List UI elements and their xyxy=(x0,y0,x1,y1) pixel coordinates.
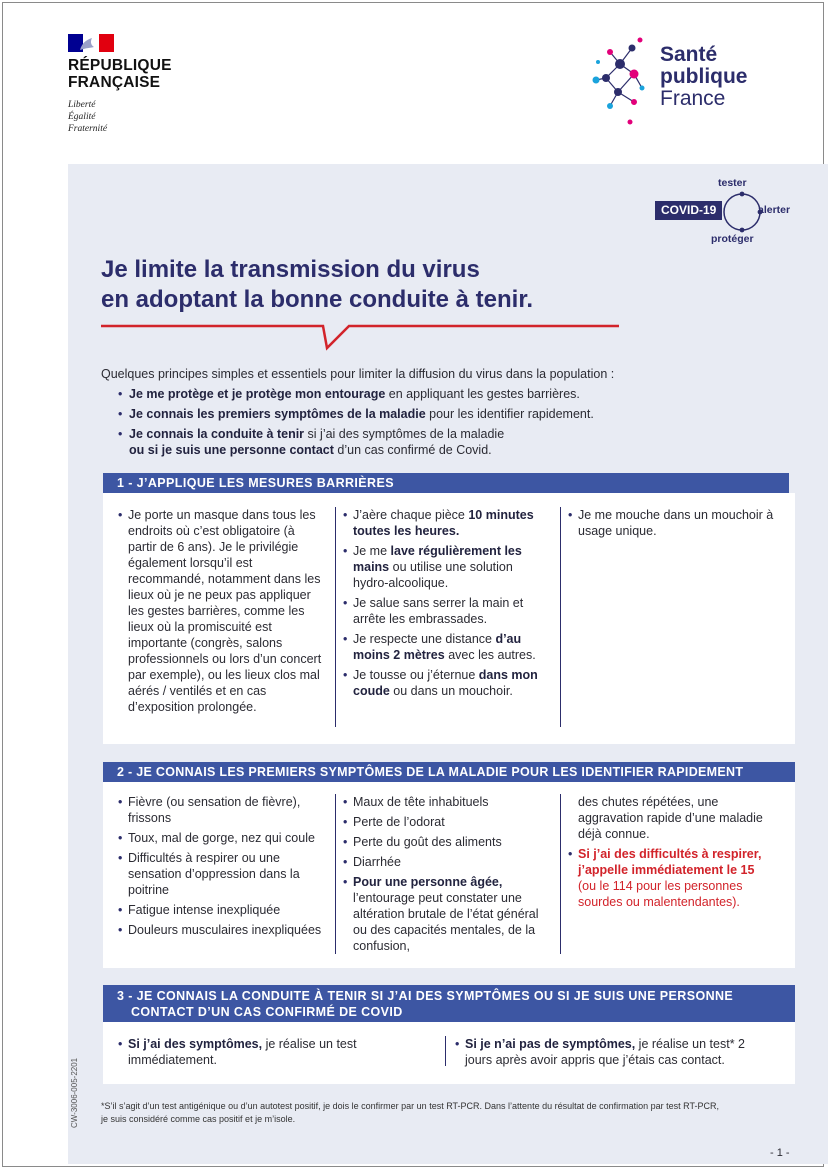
column-divider xyxy=(335,794,336,954)
page-title: Je limite la transmission du virus en adoptant la bonne conduite à tenir. xyxy=(101,256,534,313)
section1-box xyxy=(103,493,795,744)
section1-title: 1 - J’APPLIQUE LES MESURES BARRIÈRES xyxy=(103,473,789,493)
footnote: *S’il s’agit d’un test antigénique ou d’un autotest positif, je dois le confirmer par un test RT-PCR. Dans l’attente du résultat de confirmation par test RT-PCR, je suis considéré comme cas positif et je m’isole. xyxy=(101,1101,719,1124)
list-item: • Fièvre (ou sensation de fièvre), frissons xyxy=(118,794,323,826)
section2-col1 xyxy=(118,794,323,942)
cycle-label-tester: tester xyxy=(718,177,747,189)
column-divider xyxy=(335,507,336,727)
section3-box xyxy=(103,1022,795,1084)
intro-list xyxy=(118,386,678,462)
intro-item: • Je connais la conduite à tenir si j’ai des symptômes de la maladie ou si je suis une personne contact d’un cas confirmé de Covid. xyxy=(118,426,678,458)
column-divider xyxy=(560,507,561,727)
intro-item: • Je connais les premiers symptômes de la maladie pour les identifier rapidement. xyxy=(118,406,678,422)
republique-francaise-name: RÉPUBLIQUE FRANÇAISE xyxy=(68,57,172,91)
covid-19-badge: COVID-19 xyxy=(655,201,722,220)
list-item: • Difficultés à respirer ou une sensation d’oppression dans la poitrine xyxy=(118,850,323,898)
list-item: • Si j’ai des symptômes, je réalise un test immédiatement. xyxy=(118,1036,388,1068)
intro-text: Quelques principes simples et essentiels pour limiter la diffusion du virus dans la population : xyxy=(101,367,615,381)
section1-col3 xyxy=(568,507,783,543)
list-item: • Je me mouche dans un mouchoir à usage unique. xyxy=(568,507,783,539)
section3-title: 3 - JE CONNAIS LA CONDUITE À TENIR SI J’AI DES SYMPTÔMES OU SI JE SUIS UNE PERSONNE CONTACT D’UN CAS CONFIRMÉ DE COVID xyxy=(103,985,795,1022)
page-number: - 1 - xyxy=(770,1147,790,1159)
sante-publique-france-name: Santé publique France xyxy=(660,43,748,110)
cycle-label-proteger: protéger xyxy=(711,233,754,245)
emergency-alert: • Si j’ai des difficultés à respirer, j’appelle immédiatement le 15 (ou le 114 pour les personnes sourdes ou malentendantes). xyxy=(568,846,763,910)
section1-col2 xyxy=(343,507,548,703)
column-divider xyxy=(560,794,561,954)
list-item: • Fatigue intense inexpliquée xyxy=(118,902,323,918)
list-item: • Perte de l’odorat xyxy=(343,814,548,830)
section2-box xyxy=(103,782,795,968)
list-item: • Je porte un masque dans tous les endroits où c’est obligatoire (à partir de 6 ans). Je le privilégie également lorsqu’il est recommandé, notamment dans les lieux où je ne peux pas appliquer les gestes barrières, comme les lieux où la promiscuité est importante (congrès, salons professionnels ou lors d’un concert par exemple), ou les lieux clos mal aérés / ventilés et en cas d’exposition prolongée. xyxy=(118,507,323,715)
list-item: des chutes répétées, une aggravation rapide d’une maladie déjà connue. xyxy=(578,795,763,841)
list-item: • Perte du goût des aliments xyxy=(343,834,548,850)
list-item: • Je respecte une distance d’au moins 2 mètres avec les autres. xyxy=(343,631,548,663)
list-item: • Je salue sans serrer la main et arrête les embrassades. xyxy=(343,595,548,627)
republique-motto: Liberté Égalité Fraternité xyxy=(68,100,108,134)
intro-item: • Je me protège et je protège mon entourage en appliquant les gestes barrières. xyxy=(118,386,678,402)
section2-col2 xyxy=(343,794,548,958)
list-item: • Je me lave régulièrement les mains ou utilise une solution hydro-alcoolique. xyxy=(343,543,548,591)
list-item: • Douleurs musculaires inexpliquées xyxy=(118,922,323,938)
list-item: • Toux, mal de gorge, nez qui coule xyxy=(118,830,323,846)
section2-col3 xyxy=(568,794,763,914)
section3-right xyxy=(455,1036,765,1072)
marianne-flag-icon xyxy=(68,34,114,52)
section1-col1 xyxy=(118,507,323,719)
list-item: • Maux de tête inhabituels xyxy=(343,794,548,810)
list-item: • Diarrhée xyxy=(343,854,548,870)
list-item: • Je tousse ou j’éternue dans mon coude ou dans un mouchoir. xyxy=(343,667,548,699)
list-item: • J’aère chaque pièce 10 minutes toutes les heures. xyxy=(343,507,548,539)
cycle-label-alerter: alerter xyxy=(758,204,791,216)
list-item: • Si je n’ai pas de symptômes, je réalise un test* 2 jours après avoir appris que j’étais cas contact. xyxy=(455,1036,765,1068)
speech-underline-decoration xyxy=(101,318,621,352)
list-item: • Pour une personne âgée, l’entourage peut constater une altération brutale de l’état général ou des capacités mentales, de la confusion, xyxy=(343,874,548,954)
column-divider xyxy=(445,1036,446,1066)
section3-left xyxy=(118,1036,388,1072)
document-code: CW-3006-005-2201 xyxy=(70,1057,79,1128)
sante-publique-france-logo-icon xyxy=(590,34,652,130)
section2-title: 2 - JE CONNAIS LES PREMIERS SYMPTÔMES DE LA MALADIE POUR LES IDENTIFIER RAPIDEMENT xyxy=(103,762,795,782)
